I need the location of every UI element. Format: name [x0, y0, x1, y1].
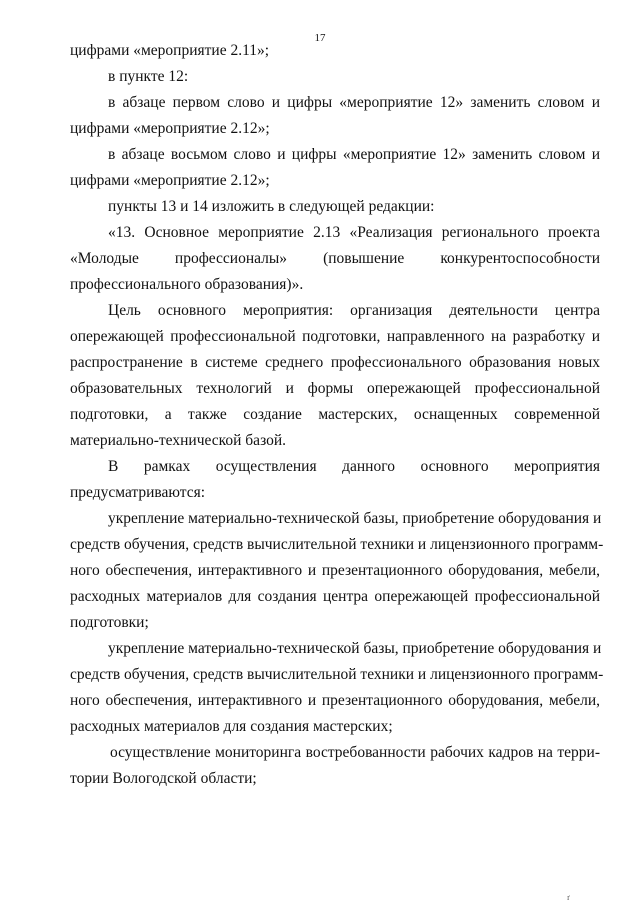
text-line: тории Вологодской области; — [70, 770, 257, 787]
text-line: укрепление материально-технической базы, приобретение оборудования и — [108, 510, 602, 527]
text-line: Цель основного мероприятия: организация деятельности центра — [108, 302, 600, 319]
text-line: подготовки; — [70, 614, 149, 631]
text-line: пункты 13 и 14 изложить в следующей редакции: — [108, 198, 435, 215]
text-line: профессионального образования)». — [70, 276, 304, 293]
page-number: 17 — [314, 32, 326, 44]
text-line: в пункте 12: — [108, 68, 189, 85]
text-line: распространение в системе среднего профессионального образования новых — [70, 354, 600, 371]
text-line: осуществление мониторинга востребованности рабочих кадров на терри- — [110, 744, 600, 761]
text-line: подготовки, а также создание мастерских, оснащенных современной — [70, 406, 600, 423]
document-body — [70, 40, 604, 794]
text-line: в абзаце первом слово и цифры «мероприятие 12» заменить словом и — [108, 94, 600, 111]
text-line: ного обеспечения, интерактивного и презентационного оборудования, мебели, — [70, 692, 600, 709]
text-line: материально-технической базой. — [70, 432, 287, 449]
text-line: в абзаце восьмом слово и цифры «мероприятие 12» заменить словом и — [108, 146, 600, 163]
text-line: средств обучения, средств вычислительной техники и лицензионного программ- — [70, 666, 604, 683]
text-line: укрепление материально-технической базы, приобретение оборудования и — [108, 640, 602, 657]
text-line: цифрами «мероприятие 2.11»; — [70, 42, 270, 59]
text-line: опережающей профессиональной подготовки, направленного на разработку и — [70, 328, 600, 345]
corner-mark: ґ — [567, 893, 570, 902]
text-line: В рамках осуществления данного основного мероприятия — [108, 458, 600, 475]
text-line: образовательных технологий и формы опережающей профессиональной — [70, 380, 600, 397]
text-line: предусматриваются: — [70, 484, 206, 501]
text-line: «Молодые профессионалы» (повышение конкурентоспособности — [70, 250, 600, 267]
text-line: «13. Основное мероприятие 2.13 «Реализация регионального проекта — [108, 224, 600, 241]
text-line: средств обучения, средств вычислительной техники и лицензионного программ- — [70, 536, 604, 553]
text-line: ного обеспечения, интерактивного и презентационного оборудования, мебели, — [70, 562, 600, 579]
text-line: цифрами «мероприятие 2.12»; — [70, 120, 270, 137]
text-line: расходных материалов для создания мастерских; — [70, 718, 393, 735]
text-line: расходных материалов для создания центра опережающей профессиональной — [70, 588, 600, 605]
text-line: цифрами «мероприятие 2.12»; — [70, 172, 270, 189]
